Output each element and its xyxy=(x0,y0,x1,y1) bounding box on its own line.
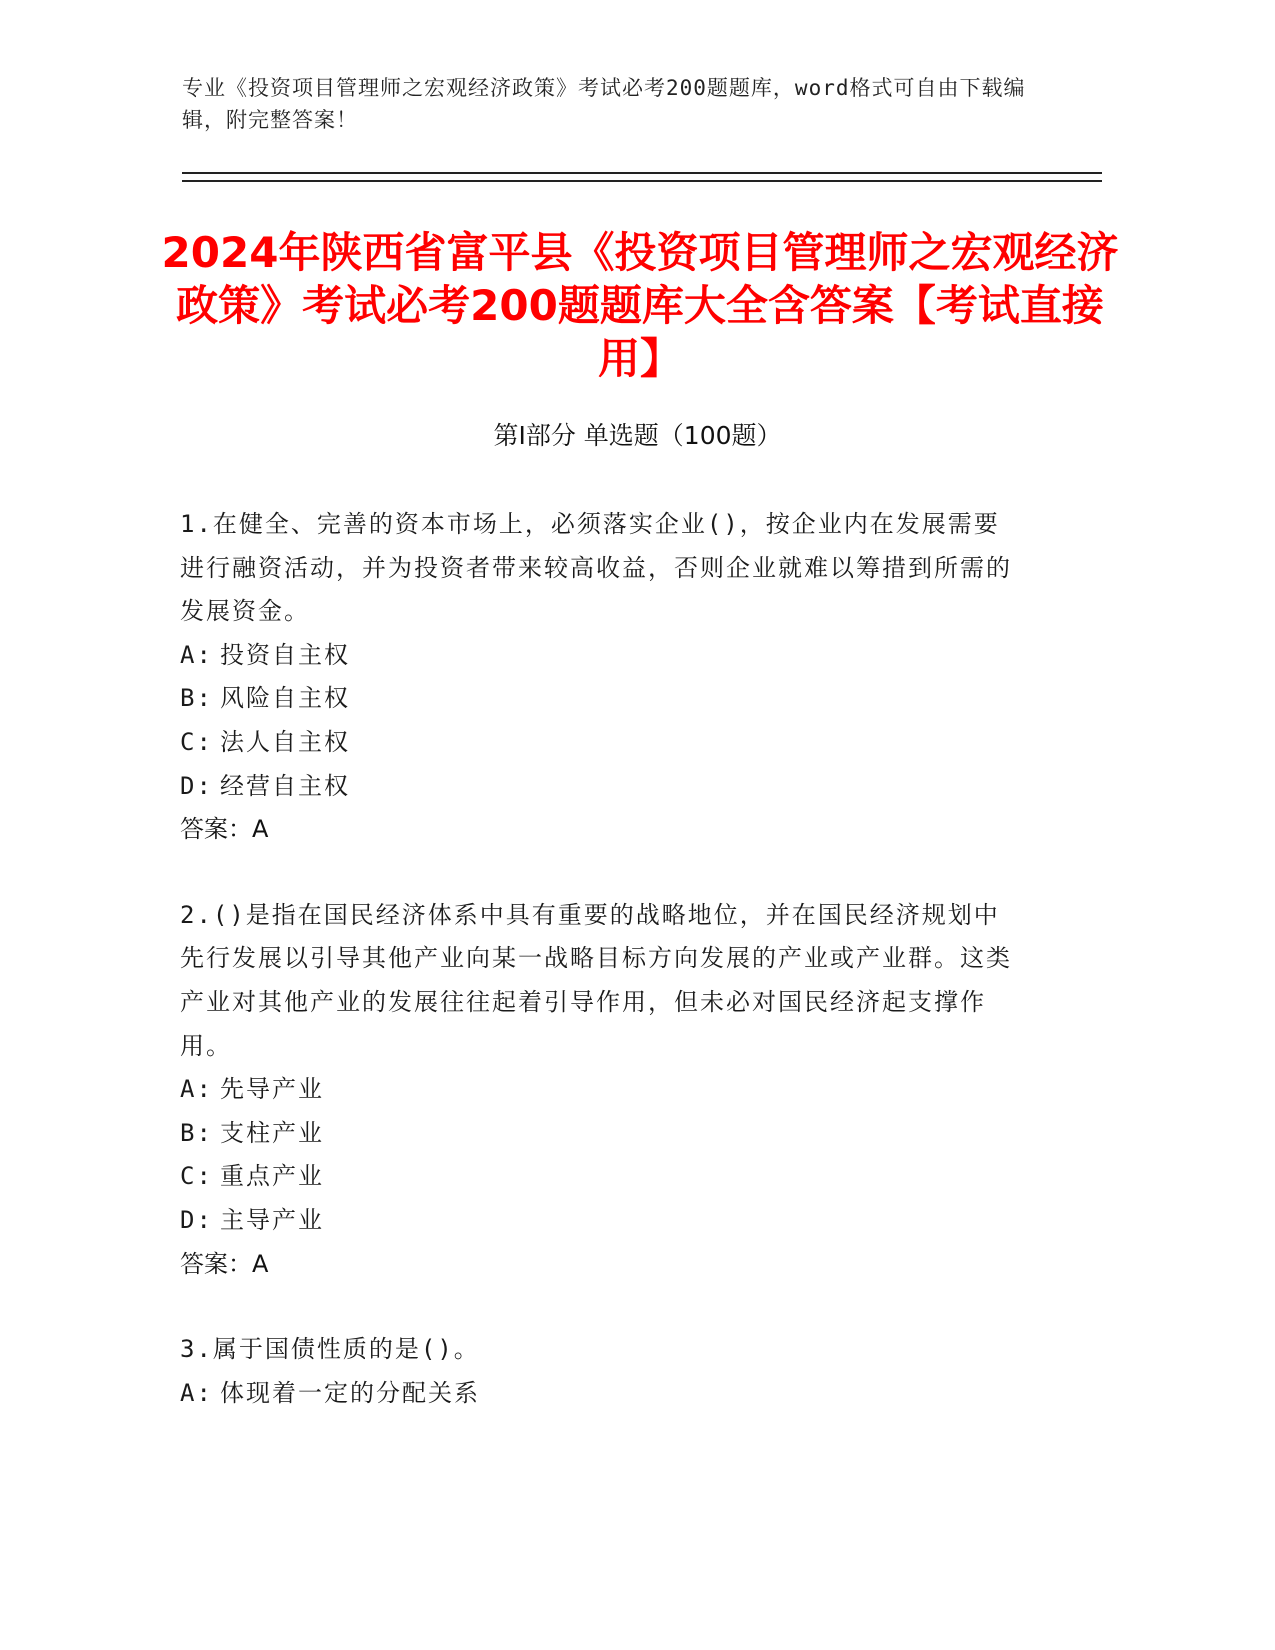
option-text: 先导产业 xyxy=(220,1075,324,1104)
option-letter: A: xyxy=(180,1378,213,1407)
option-letter: D: xyxy=(180,1205,213,1234)
option-a xyxy=(180,1372,1020,1416)
option-b xyxy=(180,677,1020,721)
option-d xyxy=(180,765,1020,809)
option-d xyxy=(180,1199,1020,1243)
option-text: 支柱产业 xyxy=(220,1118,324,1147)
option-text: 重点产业 xyxy=(220,1162,324,1191)
option-text: 主导产业 xyxy=(220,1205,324,1234)
option-text: 风险自主权 xyxy=(220,684,350,713)
question-2 xyxy=(180,894,1020,1286)
header-note: 专业《投资项目管理师之宏观经济政策》考试必考200题题库，word格式可自由下载编辑，附完整答案！ xyxy=(182,76,1026,132)
option-letter: D: xyxy=(180,771,213,800)
header-rule-top xyxy=(182,172,1102,174)
option-letter: A: xyxy=(180,1075,213,1104)
option-c xyxy=(180,721,1020,765)
question-list xyxy=(180,503,1020,1457)
question-text: 1.在健全、完善的资本市场上，必须落实企业()，按企业内在发展需要进行融资活动，并为投资者带来较高收益，否则企业就难以筹措到所需的发展资金。 xyxy=(180,510,1012,626)
option-a xyxy=(180,1068,1020,1112)
option-c xyxy=(180,1155,1020,1199)
question-1 xyxy=(180,503,1020,852)
question-text: 3.属于国债性质的是()。 xyxy=(180,1335,480,1364)
document-title: 2024年陕西省富平县《投资项目管理师之宏观经济政策》考试必考200题题库大全含答案【考试直接用】 xyxy=(161,228,1119,383)
option-letter: B: xyxy=(180,1118,213,1147)
section-title: 第I部分 单选题（100题） xyxy=(493,421,782,450)
option-b xyxy=(180,1112,1020,1156)
question-text: 2.()是指在国民经济体系中具有重要的战略地位，并在国民经济规划中先行发展以引导其他产业向某一战略目标方向发展的产业或产业群。这类产业对其他产业的发展往往起着引导作用，但未必对国民经济起支撑作用。 xyxy=(180,900,1012,1060)
option-letter: B: xyxy=(180,684,213,713)
option-text: 体现着一定的分配关系 xyxy=(220,1378,480,1407)
header-rule-bottom xyxy=(182,180,1102,182)
option-letter: C: xyxy=(180,1162,213,1191)
option-text: 经营自主权 xyxy=(220,771,350,800)
option-a xyxy=(180,634,1020,678)
option-letter: C: xyxy=(180,727,213,756)
option-text: 法人自主权 xyxy=(220,727,350,756)
question-3 xyxy=(180,1328,1020,1415)
option-text: 投资自主权 xyxy=(220,640,350,669)
option-letter: A: xyxy=(180,640,213,669)
answer-line: 答案：A xyxy=(180,815,269,844)
answer-line: 答案：A xyxy=(180,1249,269,1278)
